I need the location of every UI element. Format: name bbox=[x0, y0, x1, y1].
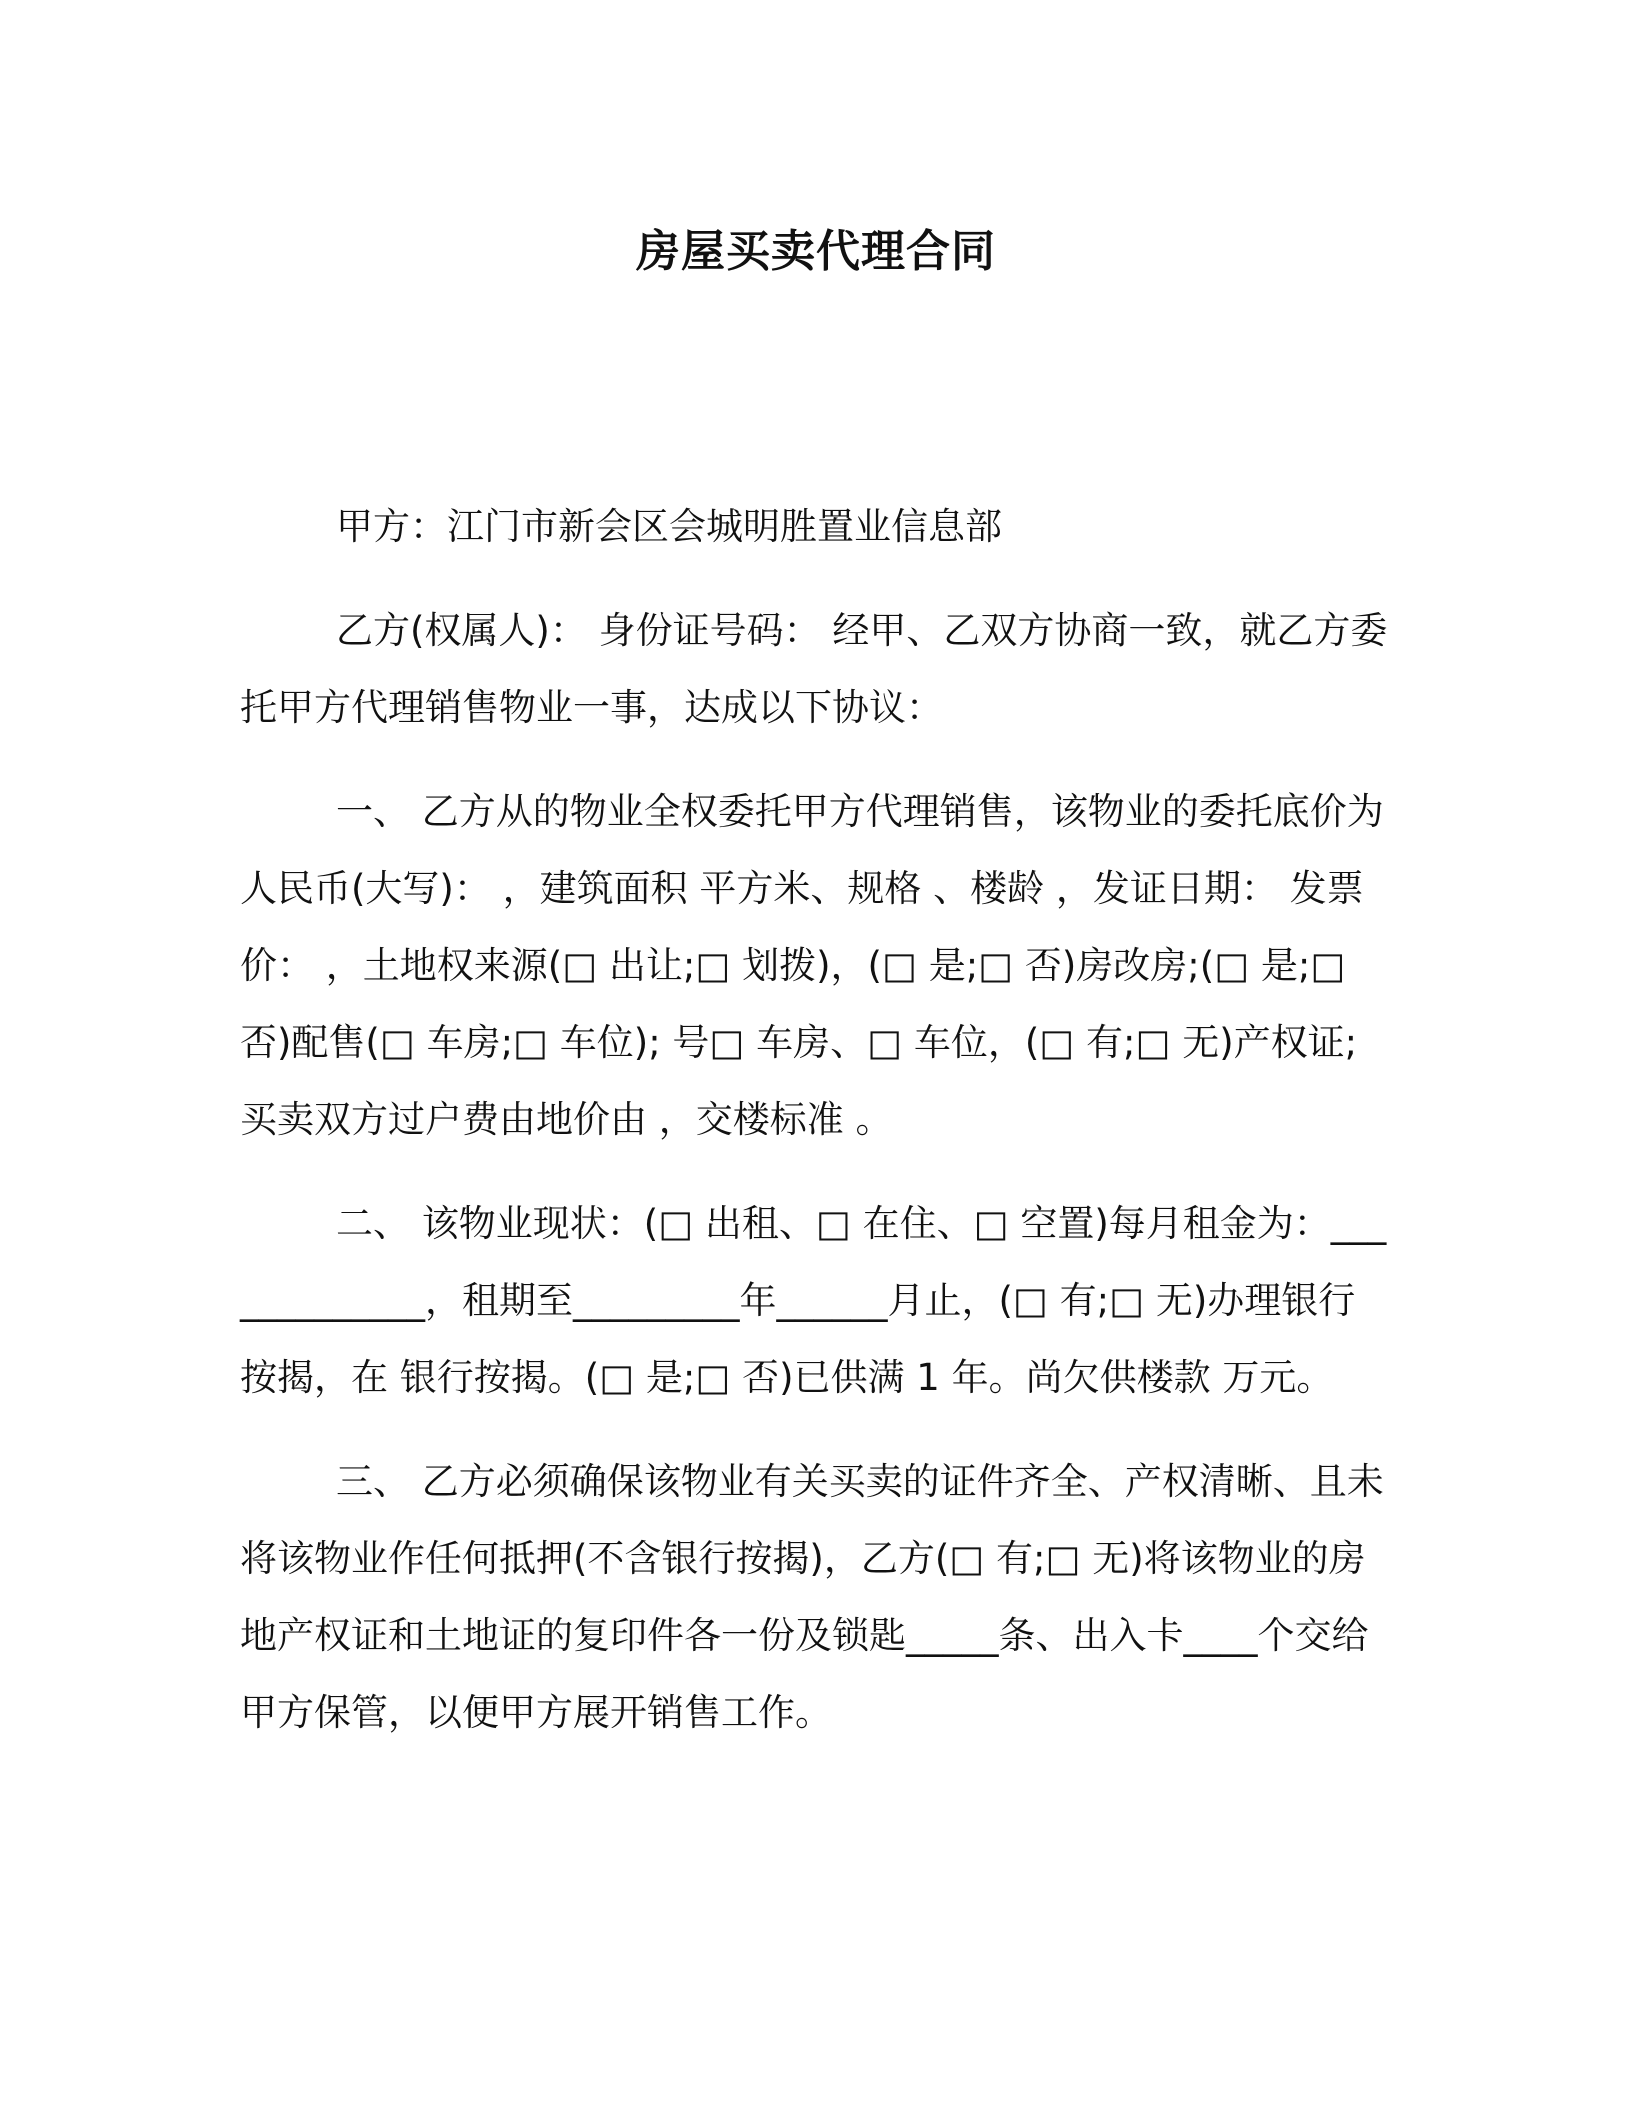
clause-3-paragraph: 三、 乙方必须确保该物业有关买卖的证件齐全、产权清晰、且未将该物业作任何抵押(不含银行按揭)，乙方(□ 有;□ 无)将该物业的房地产权证和土地证的复印件各一份及锁匙_____条、出入卡____个交给甲方保管，以便甲方展开销售工作。 bbox=[240, 1460, 1384, 1734]
clause-2-paragraph: 二、 该物业现状：(□ 出租、□ 在住、□ 空置)每月租金为：_____________，租期至_________年______月止，(□ 有;□ 无)办理银行按揭，在 银行按揭。(□ 是;□ 否)已供满 1 年。尚欠供楼款 万元。 bbox=[240, 1202, 1387, 1399]
party-a-paragraph: 甲方：江门市新会区会城明胜置业信息部 bbox=[336, 505, 1002, 548]
document-title: 房屋买卖代理合同 bbox=[636, 226, 996, 277]
party-b-paragraph: 乙方(权属人)： 身份证号码： 经甲、乙双方协商一致，就乙方委托甲方代理销售物业一事，达成以下协议： bbox=[240, 609, 1388, 729]
clause-1-paragraph: 一、 乙方从的物业全权委托甲方代理销售，该物业的委托底价为人民币(大写)： ，建筑面积 平方米、规格 、楼龄 ，发证日期： 发票价： ，土地权来源(□ 出让;□ 划拨)，(□ 是;□ 否)房改房;(□ 是;□ 否)配售(□ 车房;□ 车位); 号□ 车房、□ 车位，(□ 有;□ 无)产权证;买卖双方过户费由地价由 ，交楼标准 。 bbox=[240, 790, 1384, 1141]
document-body bbox=[240, 488, 1390, 1778]
